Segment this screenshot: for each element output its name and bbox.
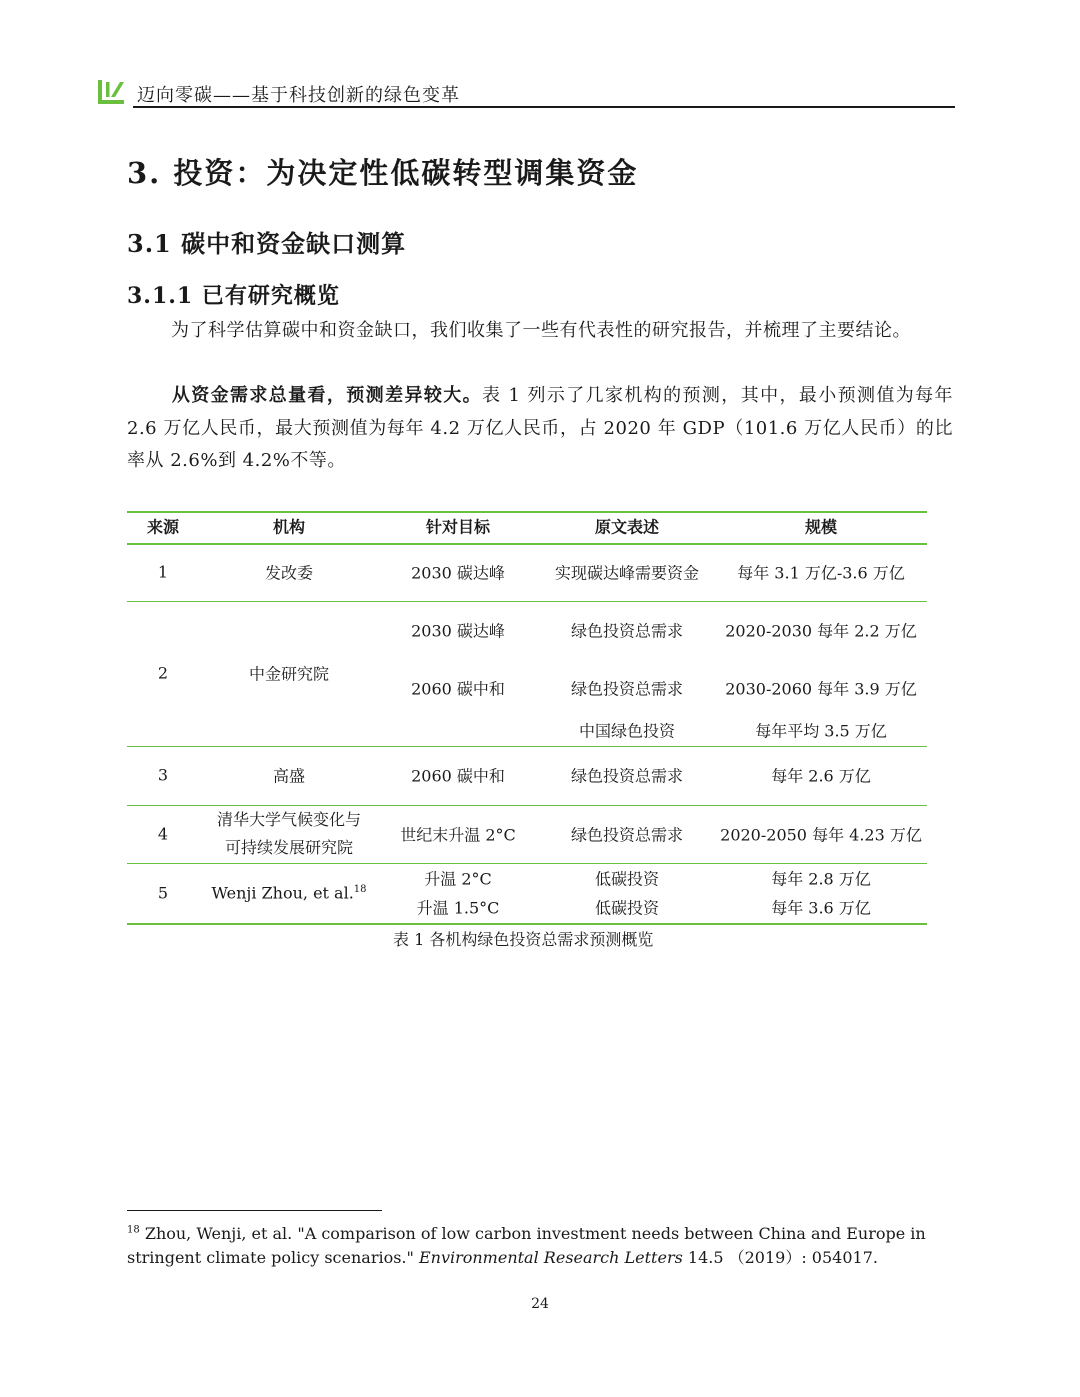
- table-cell-source: 2: [157, 663, 169, 683]
- subsection-heading: 3.1 碳中和资金缺口测算: [127, 229, 407, 258]
- footnote-rule: [127, 1210, 382, 1211]
- table-cell-desc: 实现碳达峰需要资金: [554, 563, 700, 583]
- table-cell-source: 4: [157, 824, 169, 844]
- table-header-cell: 机构: [272, 517, 306, 537]
- table-cell-desc: 绿色投资总需求: [570, 621, 684, 641]
- body-paragraph: [127, 315, 953, 348]
- table-cell-target: 2060 碳中和: [411, 679, 505, 699]
- footnote-tail: 14.5 （2019）: 054017.: [682, 1248, 878, 1267]
- table-caption: 表 1 各机构绿色投资总需求预测概览: [393, 930, 654, 949]
- table-row-rule: [127, 863, 927, 864]
- forecast-table: [127, 511, 927, 927]
- table-cell-org: [211, 884, 366, 903]
- footnote-marker: 18: [127, 1224, 140, 1236]
- table-cell-scale: 2020-2030 每年 2.2 万亿: [725, 621, 917, 641]
- table-header-cell: 原文表述: [594, 517, 660, 537]
- footnote-reference: 18: [353, 884, 367, 896]
- body-paragraph: [127, 380, 953, 478]
- logo-icon: [98, 80, 124, 104]
- footnote-text: Zhou, Wenji, et al. "A comparison of low carbon investment needs between China and Europe in stringent climate policy scenarios.": [127, 1224, 926, 1267]
- table-cell-desc: 低碳投资: [594, 869, 660, 889]
- table-header-cell: 规模: [804, 517, 838, 537]
- table-cell-desc: 绿色投资总需求: [570, 825, 684, 845]
- table-cell-desc: 中国绿色投资: [578, 721, 676, 741]
- table-cell-target: 2060 碳中和: [411, 766, 505, 786]
- table-cell-org-line: 可持续发展研究院: [224, 838, 354, 857]
- table-cell-org: 中金研究院: [248, 664, 330, 684]
- table-cell-target: 升温 2°C: [424, 869, 492, 889]
- footnote-journal: Environmental Research Letters: [418, 1248, 683, 1267]
- table-header-cell: 针对目标: [425, 517, 491, 537]
- table-cell-source: 5: [157, 883, 169, 903]
- table-header-rule: [127, 543, 927, 545]
- table-cell-scale: 每年 3.6 万亿: [771, 898, 871, 918]
- table-cell-target: 2030 碳达峰: [411, 563, 505, 583]
- page-number: 24: [531, 1296, 549, 1312]
- table-cell-scale: 2030-2060 每年 3.9 万亿: [725, 679, 917, 699]
- table-cell-target: 2030 碳达峰: [411, 621, 505, 641]
- table-cell-scale: 每年 3.1 万亿-3.6 万亿: [737, 563, 905, 583]
- table-cell-desc: 绿色投资总需求: [570, 679, 684, 699]
- table-bottom-rule: [127, 923, 927, 925]
- table-cell-target: 升温 1.5°C: [416, 898, 500, 918]
- table-cell-source: 1: [157, 562, 169, 582]
- table-cell-scale: 每年 2.6 万亿: [771, 766, 871, 786]
- table-cell-scale: 每年平均 3.5 万亿: [755, 721, 887, 741]
- table-cell-org: 高盛: [272, 766, 306, 786]
- paragraph-text: 为了科学估算碳中和资金缺口，我们收集了一些有代表性的研究报告，并梳理了主要结论。: [171, 320, 911, 341]
- paragraph-text: 表 1 列示了几家机构的预测，其中，最小预测值为每年 2.6 万亿人民币，最大预测值为每年 4.2 万亿人民币，占 2020 年 GDP（101.6 万亿人民币）的比率从 2.6%到 4.2%不等。: [127, 385, 953, 471]
- table-top-rule: [127, 511, 927, 513]
- table-cell-desc: 低碳投资: [594, 898, 660, 918]
- paragraph-emphasis: 从资金需求总量看，预测差异较大。: [171, 385, 482, 406]
- running-header-title: 迈向零碳——基于科技创新的绿色变革: [137, 85, 460, 106]
- table-cell-org-line: 清华大学气候变化与: [216, 810, 362, 829]
- table-row-rule: [127, 601, 927, 602]
- section-heading: 3. 投资：为决定性低碳转型调集资金: [127, 156, 639, 190]
- table-cell-org-name: Wenji Zhou, et al.: [211, 883, 354, 903]
- table-row-rule: [127, 746, 927, 747]
- footnote: [127, 1222, 953, 1270]
- table-cell-org: [217, 806, 361, 862]
- table-header-cell: 来源: [146, 517, 180, 537]
- table-cell-source: 3: [157, 765, 169, 785]
- table-cell-desc: 绿色投资总需求: [570, 766, 684, 786]
- table-cell-scale: 每年 2.8 万亿: [771, 869, 871, 889]
- table-cell-org: 发改委: [264, 563, 314, 583]
- subsubsection-heading: 3.1.1 已有研究概览: [127, 283, 340, 309]
- table-cell-target: 世纪末升温 2°C: [400, 825, 516, 845]
- header-rule: [133, 106, 955, 108]
- table-cell-scale: 2020-2050 每年 4.23 万亿: [720, 825, 922, 845]
